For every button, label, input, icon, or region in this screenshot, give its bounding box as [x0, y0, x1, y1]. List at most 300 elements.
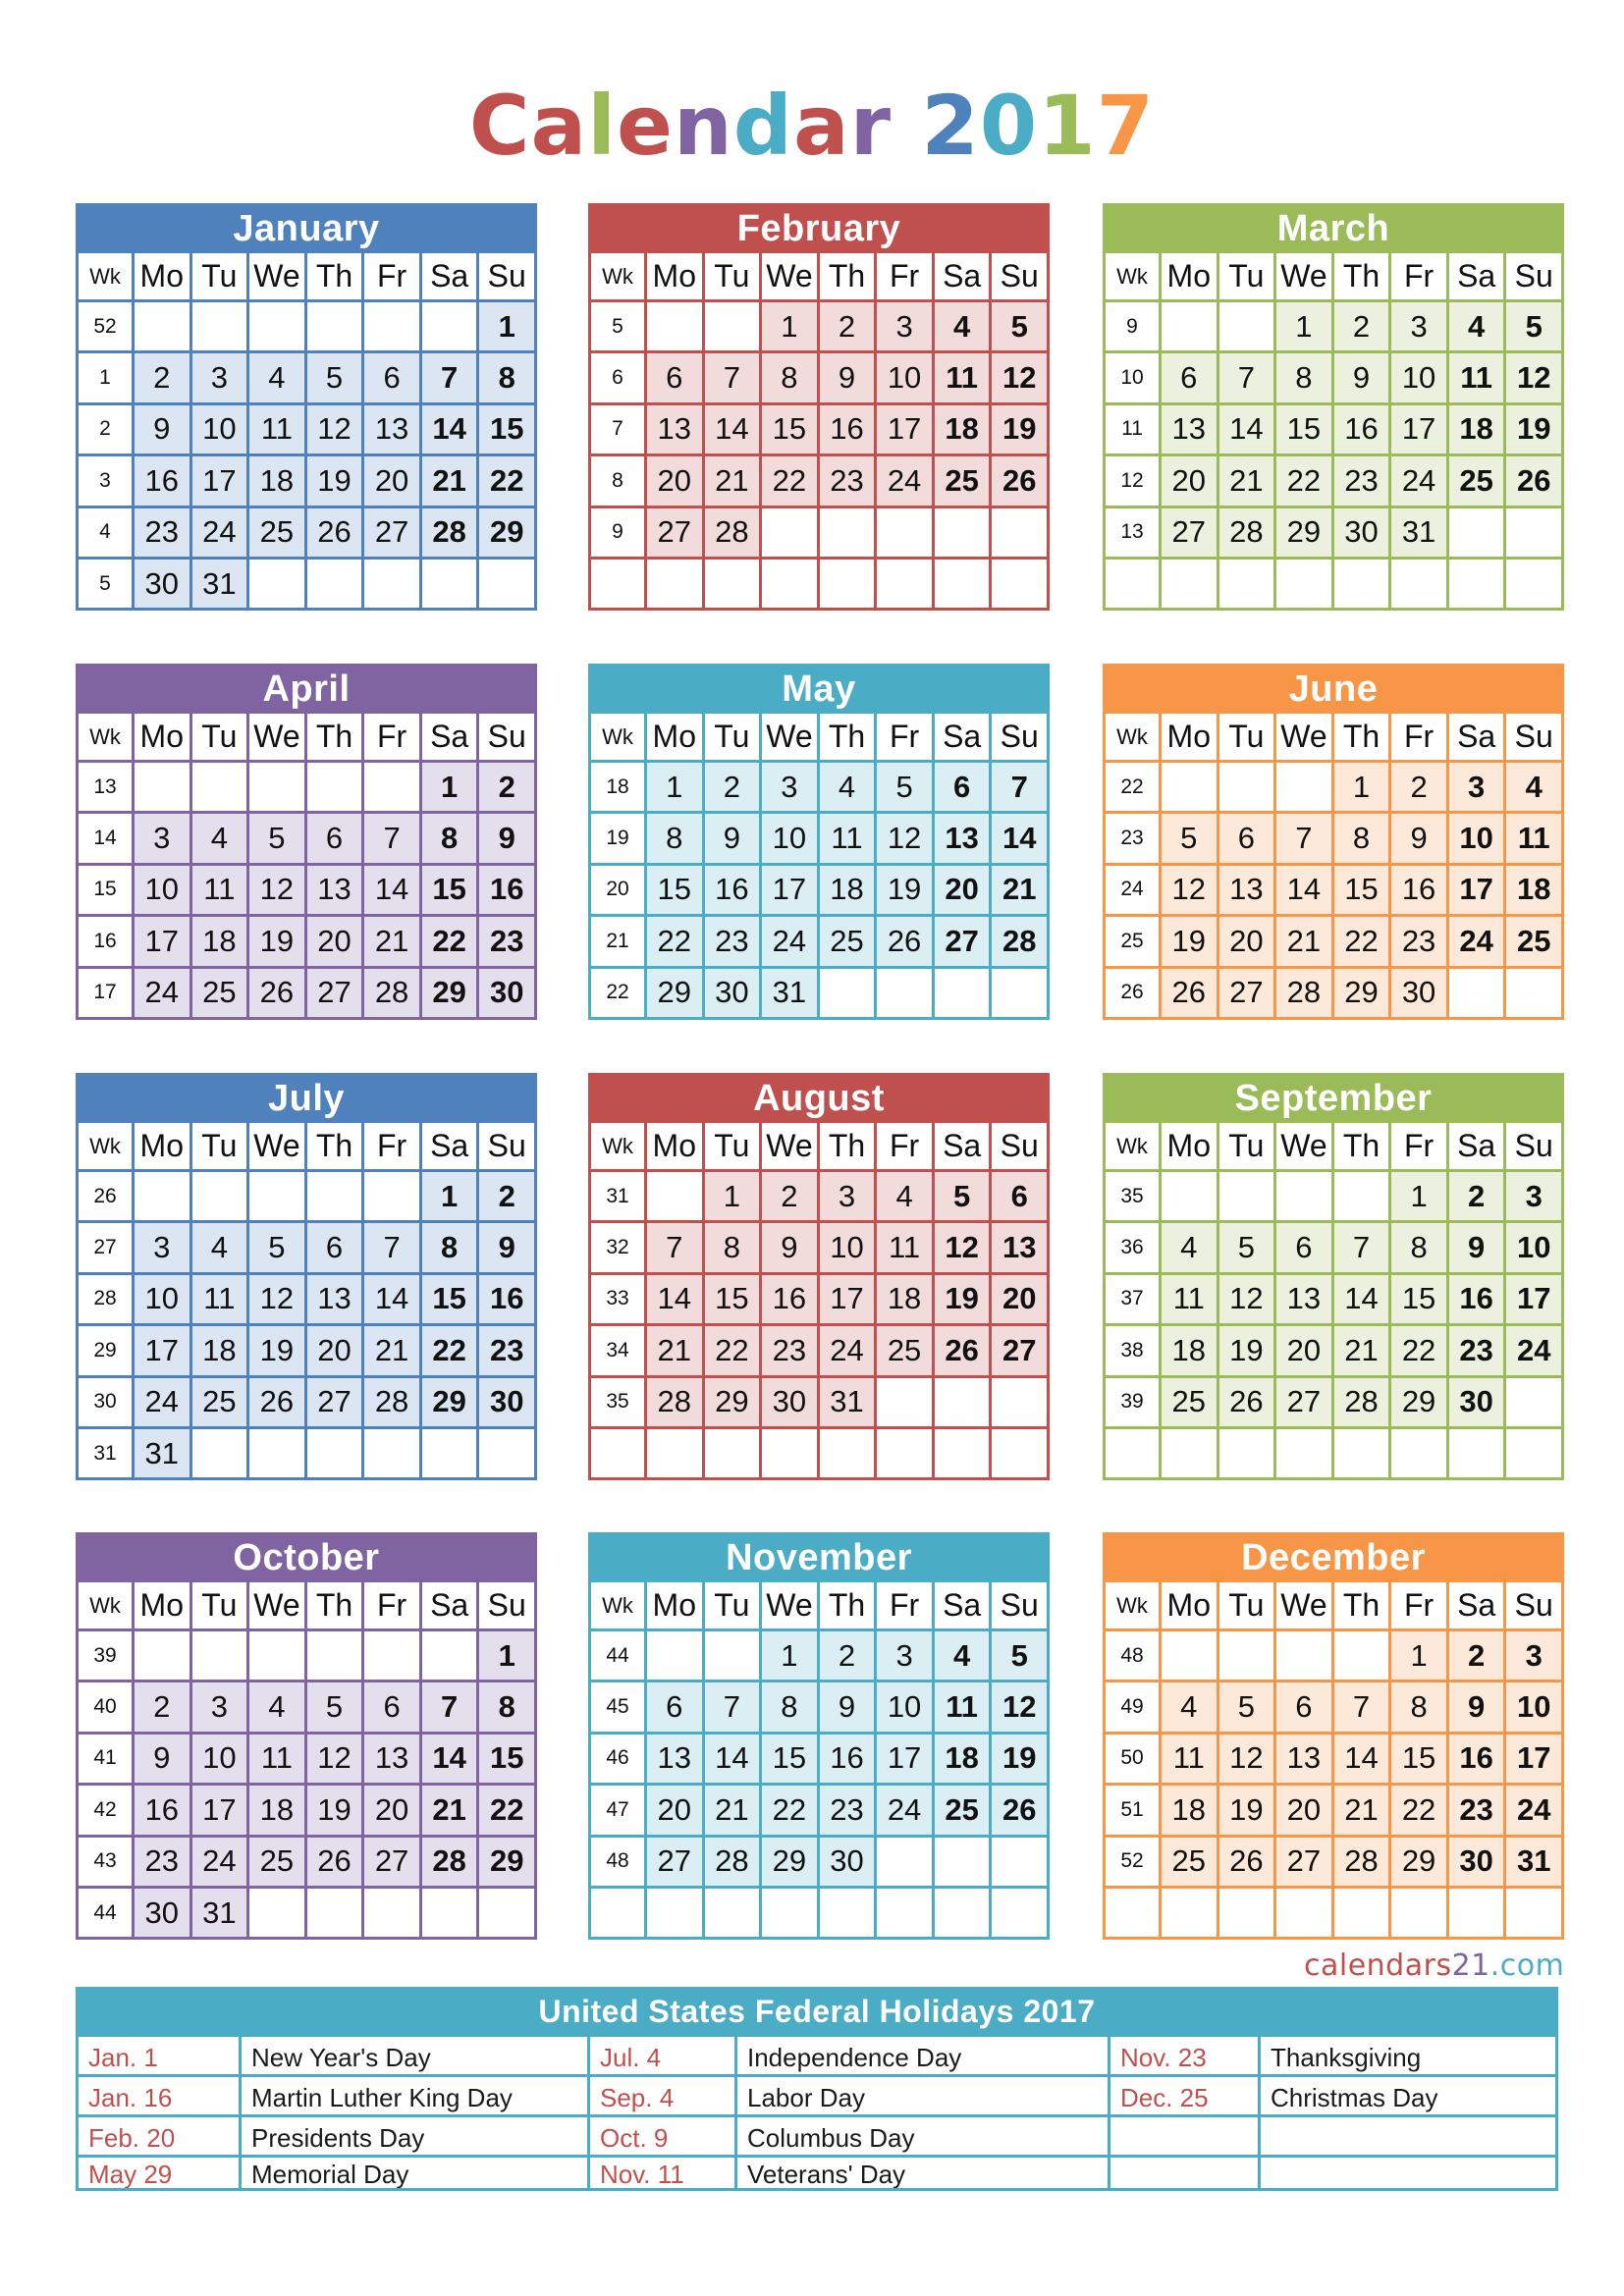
empty-day-cell: [1449, 1426, 1507, 1477]
empty-day-cell: [422, 299, 480, 350]
day-cell: 3: [762, 760, 820, 811]
day-cell: 23: [1391, 914, 1449, 965]
holiday-date: Jan. 16: [79, 2074, 242, 2114]
day-cell: 3: [877, 299, 935, 350]
empty-day-cell: [935, 506, 993, 557]
empty-day-cell: [479, 557, 537, 608]
month-grid: [1103, 1579, 1564, 1940]
day-cell: 12: [992, 1680, 1050, 1731]
day-cell: 7: [992, 760, 1050, 811]
day-cell: 12: [877, 811, 935, 862]
holiday-date: Dec. 25: [1110, 2074, 1261, 2114]
holiday-name: Veterans' Day: [737, 2155, 1110, 2188]
brand-part: calendars: [1304, 1949, 1452, 1983]
empty-day-cell: [1334, 1629, 1392, 1680]
month-grid: [1103, 711, 1564, 1020]
holiday-name: Memorial Day: [242, 2155, 590, 2188]
day-cell: 11: [935, 350, 993, 401]
weekday-header: Su: [1506, 1120, 1564, 1169]
day-cell: 3: [1391, 299, 1449, 350]
weekday-header: Mo: [135, 250, 192, 299]
day-cell: 22: [422, 1323, 480, 1374]
empty-day-cell: [705, 299, 763, 350]
empty-day-cell: [422, 1426, 480, 1477]
day-cell: 16: [1449, 1732, 1507, 1783]
week-number: 24: [1106, 863, 1162, 914]
weekday-header: Th: [307, 250, 365, 299]
month-grid: [76, 1579, 537, 1940]
day-cell: 20: [364, 454, 422, 505]
day-cell: 8: [762, 1680, 820, 1731]
day-cell: 13: [1219, 863, 1277, 914]
month-title: February: [588, 203, 1050, 250]
day-cell: 29: [479, 506, 537, 557]
day-cell: 21: [705, 1783, 763, 1834]
month-july: [76, 1073, 537, 1480]
day-cell: 3: [135, 811, 192, 862]
empty-day-cell: [935, 966, 993, 1017]
day-cell: 15: [762, 402, 820, 454]
week-number: [591, 1426, 647, 1477]
day-cell: 3: [1449, 760, 1507, 811]
day-cell: 4: [1506, 760, 1564, 811]
day-cell: 23: [705, 914, 763, 965]
empty-day-cell: [1449, 1886, 1507, 1937]
week-number-header: Wk: [79, 1120, 135, 1169]
day-cell: 5: [249, 811, 307, 862]
day-cell: 23: [1449, 1783, 1507, 1834]
weekday-header: Su: [479, 711, 537, 760]
day-cell: 6: [935, 760, 993, 811]
week-number: 49: [1106, 1680, 1162, 1731]
day-cell: 3: [877, 1629, 935, 1680]
weekday-header: We: [249, 1120, 307, 1169]
day-cell: 28: [705, 1835, 763, 1886]
day-cell: 27: [647, 506, 705, 557]
week-number: 45: [591, 1680, 647, 1731]
day-cell: 18: [935, 402, 993, 454]
empty-day-cell: [820, 1886, 878, 1937]
day-cell: 29: [422, 966, 480, 1017]
month-title: October: [76, 1532, 537, 1579]
weekday-header: Tu: [192, 711, 250, 760]
day-cell: 28: [992, 914, 1050, 965]
day-cell: 16: [1334, 402, 1392, 454]
empty-day-cell: [705, 1886, 763, 1937]
empty-day-cell: [192, 299, 250, 350]
day-cell: 26: [935, 1323, 993, 1374]
week-number-header: Wk: [591, 250, 647, 299]
day-cell: 28: [1334, 1835, 1392, 1886]
week-number: 2: [79, 402, 135, 454]
weekday-header: Fr: [1391, 1120, 1449, 1169]
day-cell: 10: [1391, 350, 1449, 401]
week-number: 27: [79, 1220, 135, 1271]
day-cell: 31: [1391, 506, 1449, 557]
day-cell: 17: [877, 402, 935, 454]
week-number: [591, 557, 647, 608]
day-cell: 21: [422, 454, 480, 505]
day-cell: 11: [1162, 1732, 1219, 1783]
day-cell: 13: [1162, 402, 1219, 454]
day-cell: 13: [935, 811, 993, 862]
weekday-header: Th: [307, 1579, 365, 1629]
day-cell: 11: [935, 1680, 993, 1731]
day-cell: 26: [1219, 1375, 1277, 1426]
empty-day-cell: [935, 1375, 993, 1426]
day-cell: 16: [820, 402, 878, 454]
holiday-date: Sep. 4: [590, 2074, 737, 2114]
day-cell: 17: [1391, 402, 1449, 454]
day-cell: 9: [705, 811, 763, 862]
week-number-header: Wk: [1106, 1120, 1162, 1169]
day-cell: 7: [705, 350, 763, 401]
day-cell: 16: [479, 1272, 537, 1323]
empty-day-cell: [364, 760, 422, 811]
day-cell: 30: [479, 1375, 537, 1426]
week-number: 22: [1106, 760, 1162, 811]
day-cell: 30: [135, 557, 192, 608]
empty-day-cell: [249, 299, 307, 350]
day-cell: 8: [1391, 1680, 1449, 1731]
empty-day-cell: [1219, 1629, 1277, 1680]
weekday-header: Su: [992, 250, 1050, 299]
week-number: 5: [591, 299, 647, 350]
weekday-header: Tu: [1219, 1579, 1277, 1629]
day-cell: 29: [479, 1835, 537, 1886]
week-number-header: Wk: [1106, 250, 1162, 299]
week-number: 37: [1106, 1272, 1162, 1323]
empty-day-cell: [1391, 557, 1449, 608]
month-title: June: [1103, 664, 1564, 711]
empty-day-cell: [1162, 1169, 1219, 1220]
month-title: September: [1103, 1073, 1564, 1120]
day-cell: 10: [1506, 1220, 1564, 1271]
day-cell: 2: [1391, 760, 1449, 811]
month-grid: [76, 250, 537, 611]
weekday-header: Fr: [364, 1120, 422, 1169]
day-cell: 15: [762, 1732, 820, 1783]
weekday-header: Sa: [422, 711, 480, 760]
day-cell: 24: [192, 506, 250, 557]
week-number-header: Wk: [1106, 711, 1162, 760]
day-cell: 16: [1449, 1272, 1507, 1323]
day-cell: 28: [647, 1375, 705, 1426]
empty-day-cell: [1276, 1169, 1334, 1220]
weekday-header: Su: [479, 1120, 537, 1169]
day-cell: 23: [820, 1783, 878, 1834]
empty-day-cell: [877, 1835, 935, 1886]
day-cell: 11: [1506, 811, 1564, 862]
day-cell: 20: [364, 1783, 422, 1834]
week-number: 30: [79, 1375, 135, 1426]
weekday-header: We: [762, 1120, 820, 1169]
day-cell: 31: [762, 966, 820, 1017]
weekday-header: Mo: [647, 711, 705, 760]
empty-day-cell: [135, 1169, 192, 1220]
brand-part: .com: [1489, 1949, 1565, 1983]
day-cell: 29: [1391, 1835, 1449, 1886]
day-cell: 15: [479, 1732, 537, 1783]
weekday-header: Tu: [1219, 1120, 1277, 1169]
day-cell: 25: [877, 1323, 935, 1374]
day-cell: 31: [1506, 1835, 1564, 1886]
day-cell: 4: [877, 1169, 935, 1220]
empty-day-cell: [820, 1426, 878, 1477]
month-title: August: [588, 1073, 1050, 1120]
weekday-header: Sa: [1449, 250, 1507, 299]
holiday-name: Thanksgiving: [1261, 2034, 1555, 2074]
empty-day-cell: [307, 557, 365, 608]
day-cell: 6: [1219, 811, 1277, 862]
day-cell: 29: [705, 1375, 763, 1426]
day-cell: 30: [1391, 966, 1449, 1017]
empty-day-cell: [135, 1629, 192, 1680]
day-cell: 24: [135, 1375, 192, 1426]
weekday-header: Th: [1334, 1120, 1392, 1169]
day-cell: 13: [992, 1220, 1050, 1271]
day-cell: 11: [877, 1220, 935, 1271]
day-cell: 1: [422, 1169, 480, 1220]
day-cell: 6: [1276, 1220, 1334, 1271]
empty-day-cell: [307, 299, 365, 350]
week-number: 7: [591, 402, 647, 454]
day-cell: 3: [820, 1169, 878, 1220]
week-number: 19: [591, 811, 647, 862]
day-cell: 30: [705, 966, 763, 1017]
empty-day-cell: [422, 557, 480, 608]
empty-day-cell: [1334, 557, 1392, 608]
day-cell: 9: [135, 1732, 192, 1783]
day-cell: 5: [249, 1220, 307, 1271]
day-cell: 29: [1391, 1375, 1449, 1426]
week-number: 46: [591, 1732, 647, 1783]
empty-day-cell: [992, 966, 1050, 1017]
empty-day-cell: [249, 557, 307, 608]
empty-day-cell: [1449, 966, 1507, 1017]
day-cell: 22: [479, 1783, 537, 1834]
weekday-header: Sa: [935, 1579, 993, 1629]
empty-day-cell: [1506, 1426, 1564, 1477]
week-number-header: Wk: [591, 711, 647, 760]
day-cell: 5: [935, 1169, 993, 1220]
day-cell: 14: [705, 402, 763, 454]
day-cell: 20: [647, 1783, 705, 1834]
day-cell: 27: [1162, 506, 1219, 557]
month-december: [1103, 1532, 1564, 1940]
day-cell: 25: [820, 914, 878, 965]
empty-day-cell: [647, 1886, 705, 1937]
week-number: 44: [591, 1629, 647, 1680]
day-cell: 11: [192, 1272, 250, 1323]
week-number: 35: [1106, 1169, 1162, 1220]
day-cell: 12: [1219, 1272, 1277, 1323]
day-cell: 18: [877, 1272, 935, 1323]
empty-day-cell: [1449, 506, 1507, 557]
weekday-header: Mo: [1162, 1579, 1219, 1629]
day-cell: 30: [820, 1835, 878, 1886]
week-number-header: Wk: [591, 1579, 647, 1629]
empty-day-cell: [249, 1426, 307, 1477]
day-cell: 6: [647, 1680, 705, 1731]
week-number-header: Wk: [79, 250, 135, 299]
week-number-header: Wk: [591, 1120, 647, 1169]
day-cell: 17: [1449, 863, 1507, 914]
weekday-header: Th: [820, 250, 878, 299]
day-cell: 5: [1506, 299, 1564, 350]
weekday-header: Tu: [705, 711, 763, 760]
title-letter: 1: [1038, 78, 1097, 174]
day-cell: 18: [820, 863, 878, 914]
weekday-header: Su: [1506, 250, 1564, 299]
empty-day-cell: [1219, 760, 1277, 811]
day-cell: 28: [422, 1835, 480, 1886]
day-cell: 22: [479, 454, 537, 505]
day-cell: 18: [249, 454, 307, 505]
empty-day-cell: [307, 1426, 365, 1477]
day-cell: 29: [1334, 966, 1392, 1017]
day-cell: 10: [1449, 811, 1507, 862]
day-cell: 24: [1449, 914, 1507, 965]
week-number: 39: [79, 1629, 135, 1680]
empty-day-cell: [705, 1629, 763, 1680]
empty-day-cell: [192, 1629, 250, 1680]
day-cell: 14: [364, 1272, 422, 1323]
day-cell: 20: [1276, 1783, 1334, 1834]
empty-day-cell: [647, 1169, 705, 1220]
day-cell: 25: [192, 1375, 250, 1426]
title-letter: a: [792, 78, 850, 174]
weekday-header: Mo: [135, 711, 192, 760]
day-cell: 4: [249, 1680, 307, 1731]
empty-day-cell: [762, 1426, 820, 1477]
weekday-header: Mo: [135, 1579, 192, 1629]
day-cell: 3: [1506, 1169, 1564, 1220]
week-number-header: Wk: [1106, 1579, 1162, 1629]
holiday-date: Nov. 11: [590, 2155, 737, 2188]
day-cell: 13: [364, 402, 422, 454]
empty-day-cell: [1506, 966, 1564, 1017]
day-cell: 30: [135, 1886, 192, 1937]
empty-day-cell: [647, 557, 705, 608]
day-cell: 14: [1334, 1732, 1392, 1783]
title-letter: r: [849, 78, 893, 174]
day-cell: 21: [364, 914, 422, 965]
weekday-header: Mo: [647, 250, 705, 299]
weekday-header: Tu: [705, 1579, 763, 1629]
day-cell: 13: [1276, 1272, 1334, 1323]
day-cell: 21: [364, 1323, 422, 1374]
empty-day-cell: [1162, 1886, 1219, 1937]
week-number: 13: [1106, 506, 1162, 557]
day-cell: 19: [1506, 402, 1564, 454]
weekday-header: Su: [992, 711, 1050, 760]
day-cell: 23: [1334, 454, 1392, 505]
week-number: 32: [591, 1220, 647, 1271]
day-cell: 13: [647, 402, 705, 454]
holiday-name: Presidents Day: [242, 2114, 590, 2155]
day-cell: 17: [877, 1732, 935, 1783]
day-cell: 3: [1506, 1629, 1564, 1680]
weekday-header: We: [249, 711, 307, 760]
day-cell: 9: [479, 811, 537, 862]
weekday-header: Su: [479, 1579, 537, 1629]
day-cell: 18: [1162, 1783, 1219, 1834]
day-cell: 9: [820, 350, 878, 401]
month-grid: [1103, 1120, 1564, 1480]
day-cell: 25: [935, 1783, 993, 1834]
day-cell: 9: [762, 1220, 820, 1271]
empty-day-cell: [192, 1426, 250, 1477]
week-number: 21: [591, 914, 647, 965]
weekday-header: Fr: [1391, 250, 1449, 299]
month-september: [1103, 1073, 1564, 1480]
empty-day-cell: [1162, 299, 1219, 350]
day-cell: 22: [1391, 1783, 1449, 1834]
day-cell: 6: [992, 1169, 1050, 1220]
day-cell: 14: [705, 1732, 763, 1783]
day-cell: 18: [935, 1732, 993, 1783]
week-number: 12: [1106, 454, 1162, 505]
empty-day-cell: [1506, 1375, 1564, 1426]
day-cell: 25: [1506, 914, 1564, 965]
weekday-header: Fr: [364, 1579, 422, 1629]
day-cell: 2: [479, 760, 537, 811]
empty-day-cell: [877, 506, 935, 557]
day-cell: 19: [992, 402, 1050, 454]
empty-day-cell: [877, 557, 935, 608]
empty-day-cell: [1276, 557, 1334, 608]
month-grid: [588, 1579, 1050, 1940]
day-cell: 4: [1449, 299, 1507, 350]
day-cell: 10: [1506, 1680, 1564, 1731]
day-cell: 23: [820, 454, 878, 505]
week-number: 29: [79, 1323, 135, 1374]
day-cell: 27: [307, 1375, 365, 1426]
empty-day-cell: [1162, 760, 1219, 811]
day-cell: 18: [1506, 863, 1564, 914]
day-cell: 20: [1162, 454, 1219, 505]
weekday-header: We: [1276, 250, 1334, 299]
day-cell: 12: [1506, 350, 1564, 401]
weekday-header: Th: [1334, 250, 1392, 299]
day-cell: 26: [1219, 1835, 1277, 1886]
day-cell: 1: [762, 1629, 820, 1680]
day-cell: 26: [1162, 966, 1219, 1017]
holiday-date: Jul. 4: [590, 2034, 737, 2074]
empty-day-cell: [364, 299, 422, 350]
day-cell: 24: [762, 914, 820, 965]
empty-day-cell: [1334, 1886, 1392, 1937]
day-cell: 17: [192, 1783, 250, 1834]
day-cell: 16: [1391, 863, 1449, 914]
weekday-header: Th: [820, 1120, 878, 1169]
day-cell: 29: [762, 1835, 820, 1886]
empty-day-cell: [1162, 557, 1219, 608]
empty-day-cell: [1219, 557, 1277, 608]
weekday-header: Fr: [877, 1120, 935, 1169]
month-august: [588, 1073, 1050, 1480]
day-cell: 29: [422, 1375, 480, 1426]
day-cell: 2: [705, 760, 763, 811]
day-cell: 5: [1162, 811, 1219, 862]
month-title: January: [76, 203, 537, 250]
empty-day-cell: [479, 1426, 537, 1477]
day-cell: 22: [647, 914, 705, 965]
day-cell: 31: [820, 1375, 878, 1426]
empty-day-cell: [820, 506, 878, 557]
weekday-header: Tu: [1219, 711, 1277, 760]
